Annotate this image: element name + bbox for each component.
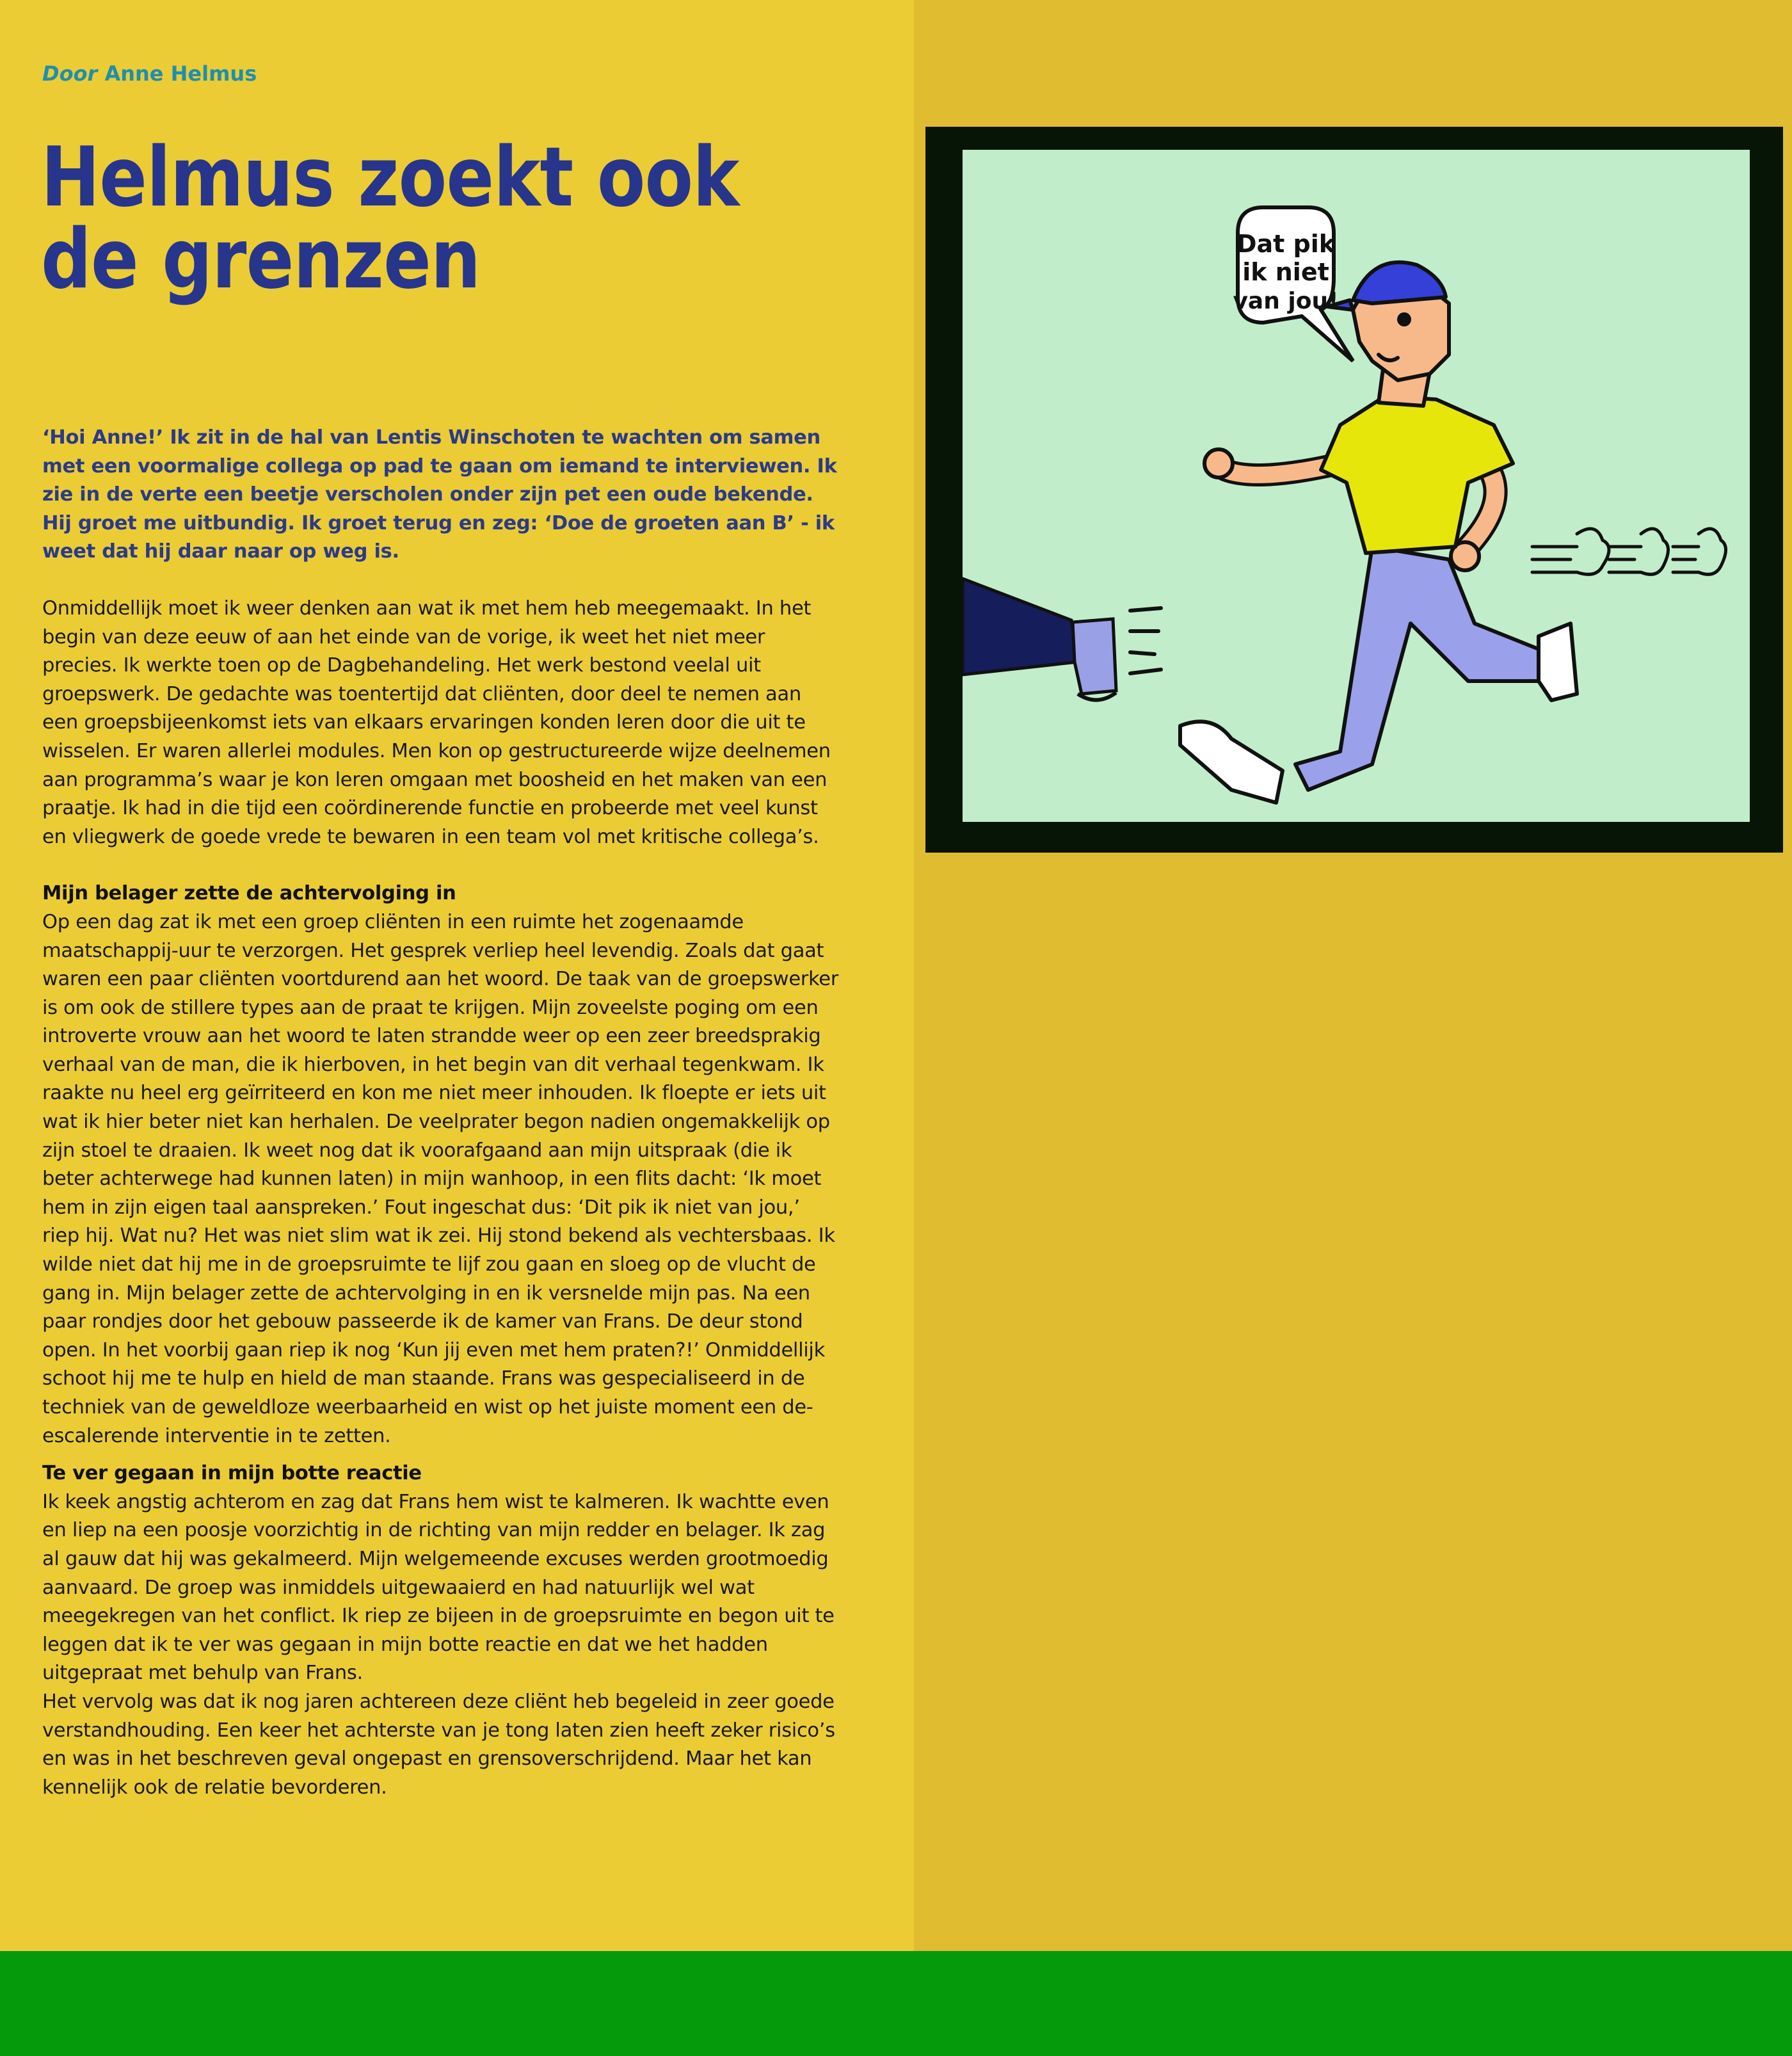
byline bbox=[42, 61, 257, 86]
speech-line-3: van jou! bbox=[1233, 288, 1339, 314]
section-2-text-1: Ik keek angstig achterom en zag dat Frans hem wist te kalmeren. Ik wachtte even en liep na een poosje voorzichtig in de richting van mijn redder en belager. Ik zag al gauw dat hij was gekalmeerd. Mijn welgemeende excuses werden grootmoedig aanvaard. De groep was inmiddels uitgewaaierd en had natuurlijk wel wat meegekregen van het conflict. Ik riep ze bijeen in de groepsruimte en begon uit te leggen dat ik te ver was gegaan in mijn botte reactie en dat we het hadden uitgepraat met behulp van Frans. bbox=[42, 1490, 835, 1685]
lead-paragraph: ‘Hoi Anne!’ Ik zit in de hal van Lentis Winschoten te wachten om samen met een voormalige collega op pad te gaan om iemand te interviewen. Ik zie in de verte een beetje verscholen onder zijn pet een oude bekende. Hij groet me uitbundig. Ik groet terug en zeg: ‘Doe de groeten aan B’ - ik weet dat hij daar naar op weg is. bbox=[42, 426, 837, 563]
section-1-text: Op een dag zat ik met een groep cliënten in een ruimte het zogenaamde maatschappij-uur te verzorgen. Het gesprek verliep heel levendig. Zoals dat gaat waren een paar cliënten voortdurend aan het woord. De taak van de groepswerker is om ook de stillere types aan de praat te krijgen. Mijn zoveelste poging om een introverte vrouw aan het woord te laten strandde weer op een zeer breedsprakig verhaal van de man, die ik hierboven, in het begin van dit verhaal tegenkwam. Ik raakte nu heel erg geïrriteerd en kon me niet meer inhouden. Ik floepte er iets uit wat ik hier beter niet kan herhalen. De veelprater begon nadien ongemakkelijk op zijn stoel te draaien. Ik weet nog dat ik voorafgaand aan mijn uitspraak (die ik beter achterwege had kunnen laten) in mijn wanhoop, in een flits dacht: ‘Ik moet hem in zijn eigen taal aanspreken.’ Fout ingeschat dus: ‘Dit pik ik niet van jou,’ riep hij. Wat nu? Het was niet slim wat ik zei. Hij stond bekend als vechtersbaas. Ik wilde niet dat hij me in de groepsruimte te lijf zou gaan en sloeg op de vlucht de gang in. Mijn belager zette de achtervolging in en ik versnelde mijn pas. Na een paar rondjes door het gebouw passeerde ik de kamer van Frans. De deur stond open. In het voorbij gaan riep ik nog ‘Kun jij even met hem praten?!’ Onmiddellijk schoot hij me te hulp en hield de man staande. Frans was gespecialiseerd in de techniek van de geweldloze weerbaarheid en wist op het juiste moment een de-escalerende interventie in te zetten. bbox=[42, 910, 839, 1447]
section-2-text-2: Het vervolg was dat ik nog jaren achtereen deze cliënt heb begeleid in zeer goede verstandhouding. Een keer het achterste van je tong laten zien heeft zeker risico’s en was in het beschreven geval ongepast en grensoverschrijdend. Maar het kan kennelijk ook de relatie bevorderen. bbox=[42, 1690, 835, 1799]
page-title bbox=[41, 130, 756, 307]
title-line-1: Helmus zoekt ook bbox=[41, 130, 739, 225]
speech-line-2: ik niet bbox=[1242, 258, 1329, 286]
section-1-heading: Mijn belager zette de achtervolging in bbox=[42, 882, 456, 905]
section-2-heading: Te ver gegaan in mijn botte reactie bbox=[42, 1462, 422, 1485]
cartoon-drawing bbox=[963, 150, 1750, 822]
cartoon-illustration bbox=[925, 127, 1783, 853]
title-line-2: de grenzen bbox=[41, 212, 481, 307]
footer-band bbox=[0, 1951, 1792, 2056]
byline-prefix: Door bbox=[42, 61, 98, 86]
article-column bbox=[0, 0, 914, 1951]
speech-line-1: Dat pik bbox=[1236, 230, 1336, 258]
paragraph-1: Onmiddellijk moet ik weer denken aan wat ik met hem heb meegemaakt. In het begin van deze eeuw of aan het einde van de vorige, ik weet het niet meer precies. Ik werkte toen op de Dagbehandeling. Het werk bestond veelal uit groepswerk. De gedachte was toentertijd dat cliënten, door deel te nemen aan een groepsbijeenkomst iets van elkaars ervaringen konden leren door die uit te wisselen. Er waren allerlei modules. Men kon op gestructureerde wijze deelnemen aan programma’s waar je kon leren omgaan met boosheid en het maken van een praatje. Ik had in die tijd een coördinerende functie en probeerde met veel kunst en vliegwerk de goede vrede te bewaren in een team vol met kritische collega’s. bbox=[42, 597, 831, 848]
byline-author: Anne Helmus bbox=[104, 61, 257, 86]
article-body bbox=[42, 424, 842, 1802]
